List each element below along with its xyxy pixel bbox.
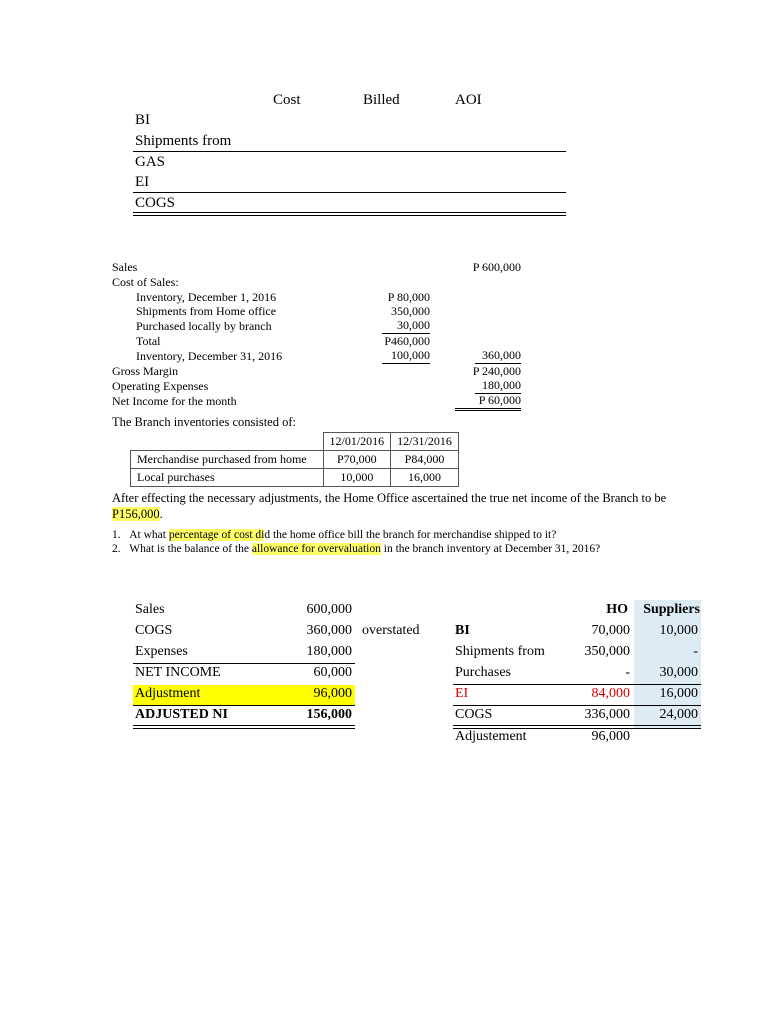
header-aoi: AOI: [455, 92, 482, 108]
divider: [133, 192, 566, 193]
gross-margin-label: Gross Margin: [112, 364, 179, 378]
sales-label: Sales: [112, 260, 138, 274]
cell-value: P70,000: [323, 451, 391, 469]
ws-note-overstated: overstated: [362, 623, 420, 638]
inv-dec31-value: 100,000: [382, 348, 430, 364]
row-ei: EI: [135, 174, 150, 190]
row-label: Local purchases: [131, 469, 324, 487]
header-cost: Cost: [273, 92, 301, 108]
cost-of-sales-value: 360,000: [475, 348, 521, 364]
inventories-table: [130, 432, 459, 487]
rw-sup-shipments: -: [693, 644, 698, 659]
paragraph-line2: P156,000.: [112, 507, 163, 521]
rw-label-ei: EI: [455, 686, 469, 701]
ws-label-cogs: COGS: [135, 623, 173, 638]
total-label: Total: [136, 334, 161, 348]
ws-label-sales: Sales: [135, 602, 165, 617]
question-1: 1. At what percentage of cost did the home office bill the branch for merchandise shipped to it?: [112, 529, 557, 541]
rw-ho-ei: 84,000: [591, 686, 630, 701]
rw-label-cogs: COGS: [455, 707, 493, 722]
ws-value-cogs: 360,000: [306, 623, 352, 638]
total-value: P460,000: [384, 334, 430, 348]
rw-ho-purchases: -: [625, 665, 630, 680]
ws-value-adjusted-ni: 156,000: [306, 707, 352, 722]
ws-label-adjustment: Adjustment: [135, 686, 201, 701]
divider: [133, 151, 566, 152]
col-header-dec1: 12/01/2016: [323, 433, 391, 451]
rw-sup-cogs: 24,000: [659, 707, 698, 722]
highlighted-net-income: P156,000: [112, 507, 160, 521]
rw-label-shipments: Shipments from: [455, 644, 545, 659]
row-cogs: COGS: [135, 195, 176, 211]
ws-label-net-income: NET INCOME: [135, 665, 221, 680]
opex-value: 180,000: [475, 378, 521, 394]
gross-margin-value: P 240,000: [472, 364, 521, 378]
divider: [133, 663, 355, 664]
shipments-label: Shipments from Home office: [136, 304, 277, 318]
rw-label-adjustement: Adjustement: [455, 729, 527, 744]
row-gas: GAS: [135, 154, 166, 170]
inv-dec1-value: P 80,000: [387, 290, 430, 304]
table-row: [131, 469, 459, 487]
rw-ho-bi: 70,000: [591, 623, 630, 638]
rw-ho-shipments: 350,000: [584, 644, 630, 659]
ws-value-adjustment: 96,000: [313, 686, 352, 701]
rw-label-purchases: Purchases: [455, 665, 511, 680]
rw-ho-cogs: 336,000: [584, 707, 630, 722]
header-billed: Billed: [363, 92, 400, 108]
question-2: 2. What is the balance of the allowance for overvaluation in the branch inventory at December 31, 2016?: [112, 543, 601, 555]
row-shipments: Shipments from: [135, 133, 232, 149]
ws-value-net-income: 60,000: [313, 665, 352, 680]
highlight: allowance for overvaluation: [251, 543, 381, 555]
table-row: [131, 451, 459, 469]
row-bi: BI: [135, 112, 150, 128]
shipments-value: 350,000: [391, 304, 430, 318]
rw-sup-bi: 10,000: [659, 623, 698, 638]
inv-dec31-label: Inventory, December 31, 2016: [136, 349, 283, 363]
sales-value: P 600,000: [472, 260, 521, 274]
double-divider: [133, 212, 566, 216]
cell-value: 16,000: [391, 469, 459, 487]
ws-value-expenses: 180,000: [306, 644, 352, 659]
row-label: Merchandise purchased from home: [131, 451, 324, 469]
cell-value: 10,000: [323, 469, 391, 487]
ws-label-adjusted-ni: ADJUSTED NI: [135, 707, 228, 722]
ws-value-sales: 600,000: [306, 602, 352, 617]
head-ho: HO: [606, 602, 628, 617]
head-suppliers: Suppliers: [643, 602, 700, 617]
purchased-label: Purchased locally by branch: [136, 319, 272, 333]
inventories-intro: The Branch inventories consisted of:: [112, 415, 296, 429]
purchased-value: 30,000: [382, 318, 430, 334]
divider: [133, 705, 355, 706]
paragraph-line1: After effecting the necessary adjustments, the Home Office ascertained the true net income of the Branch to be: [112, 491, 667, 505]
rw-sup-purchases: 30,000: [659, 665, 698, 680]
cost-of-sales-label: Cost of Sales:: [112, 275, 179, 289]
inv-dec1-label: Inventory, December 1, 2016: [136, 290, 277, 304]
net-income-value: P 60,000: [455, 393, 521, 411]
net-income-label: Net Income for the month: [112, 394, 237, 408]
cell-value: P84,000: [391, 451, 459, 469]
double-divider: [133, 725, 355, 729]
rw-ho-adjustement: 96,000: [591, 729, 630, 744]
ws-label-expenses: Expenses: [135, 644, 188, 659]
opex-label: Operating Expenses: [112, 379, 209, 393]
divider: [453, 684, 701, 685]
col-header-dec31: 12/31/2016: [391, 433, 459, 451]
highlight: percentage of cost di: [168, 529, 265, 541]
rw-label-bi: BI: [455, 623, 470, 638]
rw-sup-ei: 16,000: [659, 686, 698, 701]
divider: [453, 705, 701, 706]
